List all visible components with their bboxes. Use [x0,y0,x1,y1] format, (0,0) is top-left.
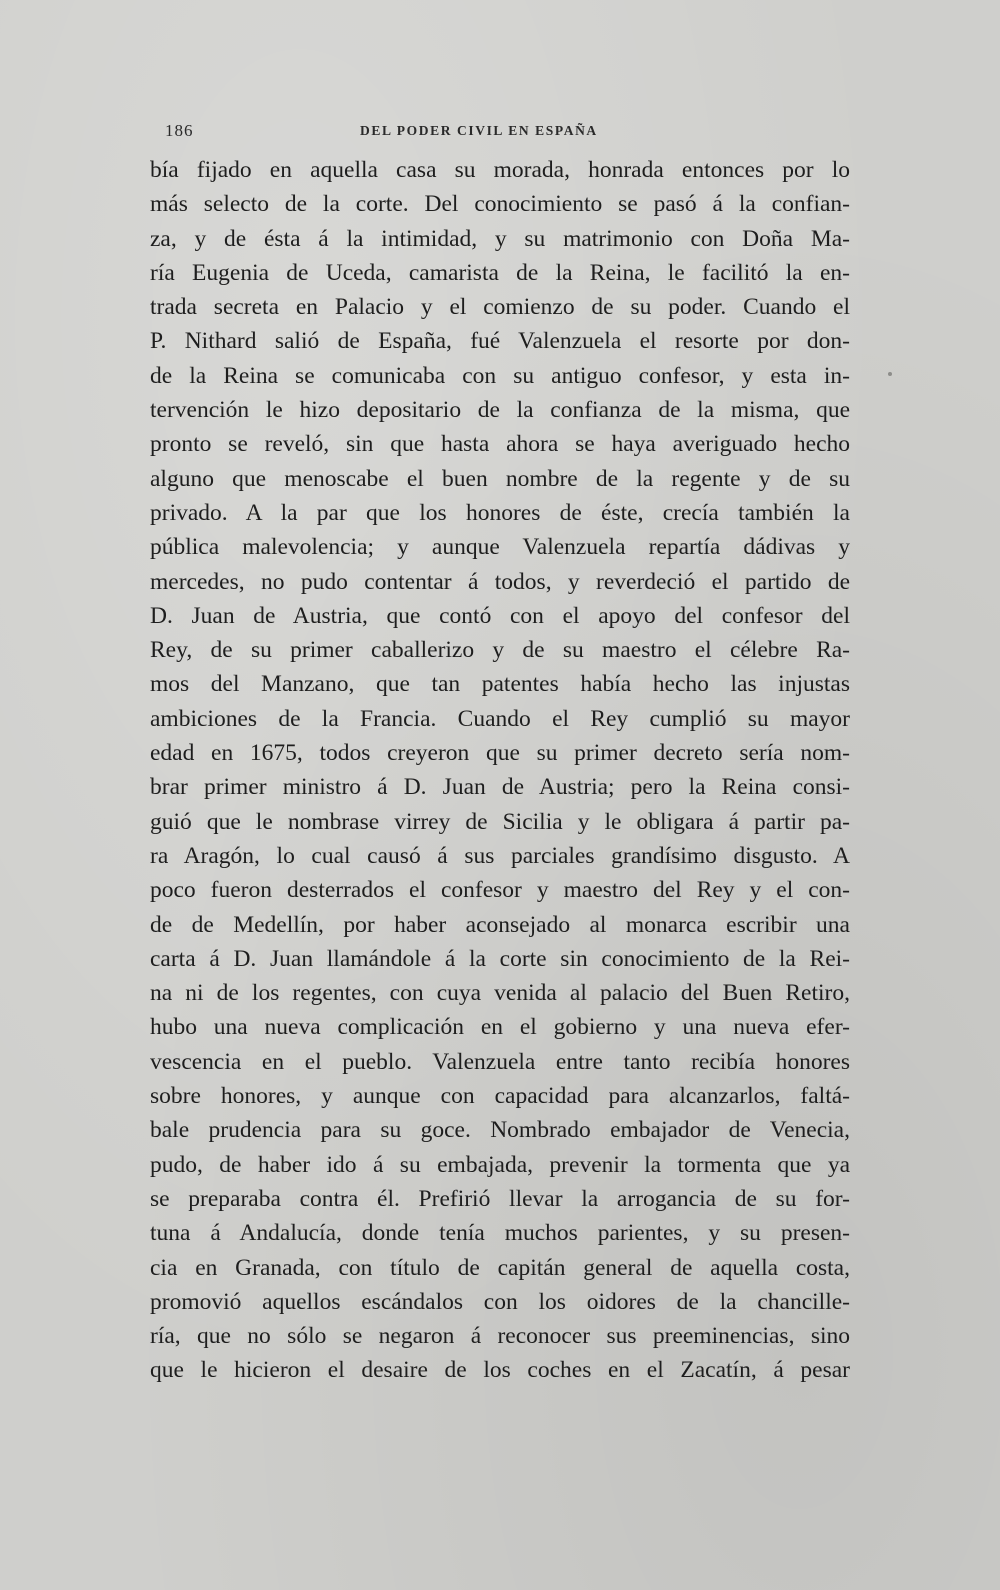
text-line: trada secreta en Palacio y el comienzo de su poder. Cuando el [150,294,850,321]
running-head [165,121,850,145]
text-line: bía fijado en aquella casa su morada, honrada entonces por lo [150,157,850,183]
text-line: privado. A la par que los honores de éste, crecía también la [150,499,850,526]
text-line: más selecto de la corte. Del conocimiento se pasó á la confian- [150,191,850,218]
paper-speck [888,372,892,376]
text-line: cia en Granada, con título de capitán general de aquella costa, [150,1254,850,1281]
text-line: Rey, de su primer caballerizo y de su maestro el célebre Ra- [150,637,850,664]
text-line: promovió aquellos escándalos con los oidores de la chancille- [150,1288,850,1315]
text-line: pronto se reveló, sin que hasta ahora se haya averiguado hecho [150,431,850,458]
text-line: ría, que no sólo se negaron á reconocer sus preeminencias, sino [150,1323,850,1350]
text-line: ambiciones de la Francia. Cuando el Rey cumplió su mayor [150,705,850,732]
text-line: de de Medellín, por haber aconsejado al monarca escribir una [150,911,850,938]
text-line: mos del Manzano, que tan patentes había hecho las injustas [150,671,850,698]
text-line: edad en 1675, todos creyeron que su primer decreto sería nom- [150,740,850,767]
text-line: ría Eugenia de Uceda, camarista de la Reina, le facilitó la en- [150,259,850,286]
text-line: za, y de ésta á la intimidad, y su matrimonio con Doña Ma- [150,225,850,252]
text-line: poco fueron desterrados el confesor y maestro del Rey y el con- [150,877,850,904]
text-line: pudo, de haber ido á su embajada, prevenir la tormenta que ya [150,1151,850,1178]
text-line: P. Nithard salió de España, fué Valenzuela el resorte por don- [150,328,850,355]
text-line: tervención le hizo depositario de la confianza de la misma, que [150,397,850,424]
text-line: tuna á Andalucía, donde tenía muchos parientes, y su presen- [150,1220,850,1247]
text-line: hubo una nueva complicación en el gobierno y una nueva efer- [150,1014,850,1041]
text-line: de la Reina se comunicaba con su antiguo confesor, y esta in- [150,362,850,389]
text-line: mercedes, no pudo contentar á todos, y reverdeció el partido de [150,568,850,595]
text-line: pública malevolencia; y aunque Valenzuela repartía dádivas y [150,534,850,561]
text-line: se preparaba contra él. Prefirió llevar la arrogancia de su for- [150,1185,850,1212]
page-number: 186 [165,121,194,140]
text-line: vescencia en el pueblo. Valenzuela entre tanto recibía honores [150,1048,850,1075]
text-line: D. Juan de Austria, que contó con el apoyo del confesor del [150,602,850,629]
running-title: DEL PODER CIVIL EN ESPAÑA [360,123,598,138]
body-text [150,153,850,1388]
text-line: sobre honores, y aunque con capacidad para alcanzarlos, faltá- [150,1083,850,1110]
text-line: alguno que menoscabe el buen nombre de la regente y de su [150,465,850,492]
text-line: guió que le nombrase virrey de Sicilia y le obligara á partir pa- [150,808,850,835]
text-line: que le hicieron el desaire de los coches en el Zacatín, á pesar [150,1357,850,1384]
text-line: brar primer ministro á D. Juan de Austria; pero la Reina consi- [150,774,850,801]
text-line: na ni de los regentes, con cuya venida al palacio del Buen Retiro, [150,980,850,1007]
text-line: ra Aragón, lo cual causó á sus parciales grandísimo disgusto. A [150,842,850,869]
text-line: carta á D. Juan llamándole á la corte sin conocimiento de la Rei- [150,945,850,972]
text-line: bale prudencia para su goce. Nombrado embajador de Venecia, [150,1117,850,1144]
